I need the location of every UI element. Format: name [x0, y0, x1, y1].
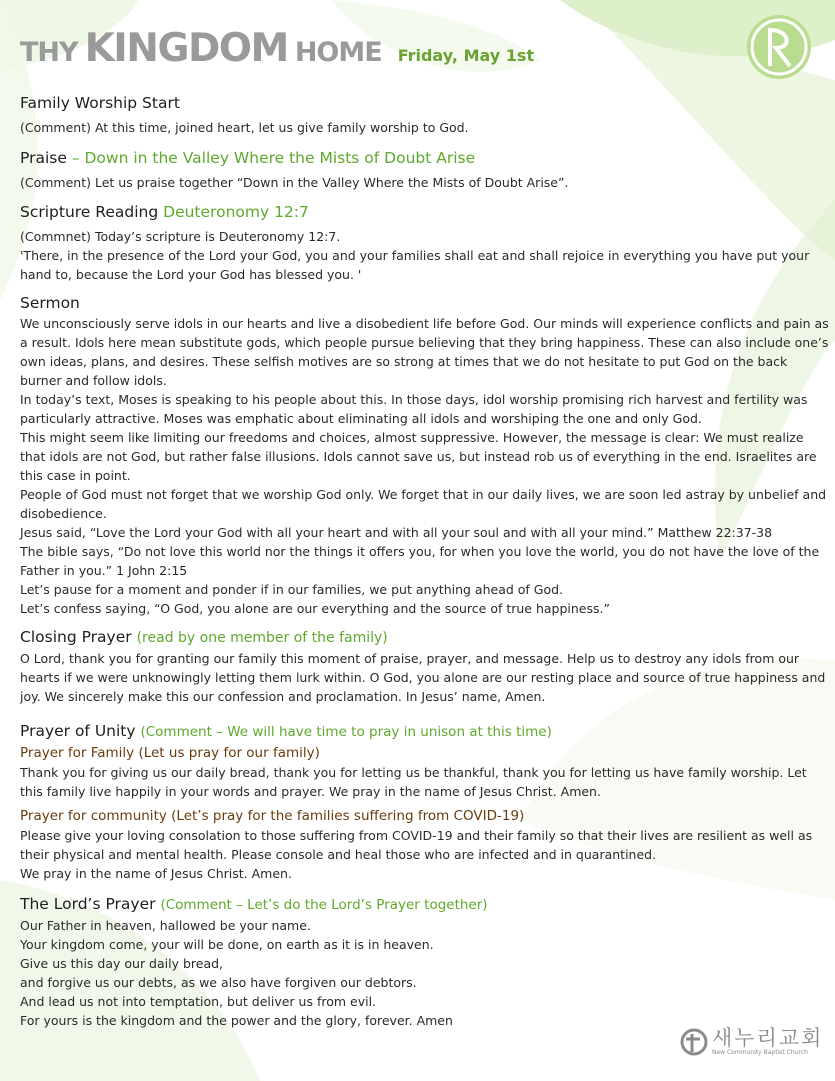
scripture-comment: (Commnet) Today’s scripture is Deuteronomy 12:7. [20, 229, 341, 244]
prayer-family-text: Thank you for giving us our daily bread, thank you for letting us be thankful, thank you for letting us have family worship. Let this family live happily in your words and prayer. We pray in the name of Jesus Christ. Amen. [20, 765, 807, 799]
prayer-family-title: Prayer for Family (Let us pray for our family) [20, 745, 320, 761]
praise-heading [20, 147, 830, 169]
sermon-paragraph: This might seem like limiting our freedoms and choices, almost suppressive. However, the message is clear: We must realize that idols are not God, but rather false illusions. Idols cannot save us, but instead rob us of everything in the end. Israelites are this case in point. [20, 430, 817, 483]
sermon-paragraph: Let’s pause for a moment and ponder if in our families, we put anything ahead of God. [20, 582, 564, 597]
worship-date: Friday, May 1st [397, 46, 535, 65]
prayer-community-title: Prayer for community (Let’s pray for the families suffering from COVID-19) [20, 808, 525, 824]
lords-prayer-line: Give us this day our daily bread, [20, 956, 224, 971]
lords-prayer-note: (Comment – Let’s do the Lord’s Prayer together) [160, 897, 488, 913]
prayer-community-text: Please give your loving consolation to those suffering from COVID-19 and their family so that their lives are resilient as well as their physical and mental health. Please console and heal those who are infected and in quarantined. [20, 828, 813, 862]
scripture-verse: 'There, in the presence of the Lord your God, you and your families shall eat and shall rejoice in everything you have put your hand to, because the Lord your God has blessed you. ' [20, 248, 810, 282]
lords-prayer-line: And lead us not into temptation, but deliver us from evil. [20, 994, 377, 1009]
sermon-paragraph: Let’s confess saying, “O God, you alone are our everything and the source of true happiness.” [20, 601, 610, 616]
prayer-unity-heading [20, 720, 830, 743]
prayer-unity-label: Prayer of Unity [20, 722, 136, 740]
closing-prayer-label: Closing Prayer [20, 628, 132, 646]
praise-song-title: Down in the Valley Where the Mists of Doubt Arise [84, 149, 476, 167]
church-name-english: New Community Baptist Church [712, 1049, 808, 1056]
scripture-label: Scripture Reading [20, 203, 159, 221]
prayer-community-close: We pray in the name of Jesus Christ. Amen. [20, 866, 292, 881]
closing-prayer-note: (read by one member of the family) [136, 630, 388, 646]
sermon-heading: Sermon [20, 294, 80, 312]
prayer-unity-note: (Comment – We will have time to pray in unison at this time) [140, 724, 552, 740]
worship-start-heading: Family Worship Start [20, 94, 180, 112]
church-logo [680, 1027, 823, 1057]
scripture-heading [20, 201, 830, 223]
sermon-paragraph: Jesus said, “Love the Lord your God with all your heart and with all your soul and with all your mind.” Matthew 22:37-38 [20, 525, 773, 540]
thy-kingdom-logo [740, 8, 818, 86]
worship-start-comment: (Comment) At this time, joined heart, let us give family worship to God. [20, 120, 469, 135]
lords-prayer-label: The Lord’s Prayer [20, 895, 156, 913]
sermon-paragraph: The bible says, “Do not love this world nor the things it offers you, for when you love the world, you do not have the love of the Father in you.” 1 John 2:15 [20, 544, 820, 578]
lords-prayer-line: Your kingdom come, your will be done, on earth as it is in heaven. [20, 937, 434, 952]
scripture-reference: Deuteronomy 12:7 [163, 203, 309, 221]
title-home: HOME [294, 37, 382, 68]
sermon-paragraph: In today’s text, Moses is speaking to his people about this. In those days, idol worship promising rich harvest and fertility was particularly attractive. Moses was emphatic about eliminating all idols and worshiping the one and only God. [20, 392, 808, 426]
title-thy: THY [20, 37, 78, 68]
praise-comment: (Comment) Let us praise together “Down in the Valley Where the Mists of Doubt Arise”. [20, 175, 569, 190]
title-kingdom: KINGDOM [84, 26, 288, 71]
sermon-paragraph: We unconsciously serve idols in our hearts and live a disobedient life before God. Our minds will experience conflicts and pain as a result. Idols here mean substitute gods, which people pursue believing that they bring happiness. These can also include one’s own ideas, plans, and desires. These selfish motives are so strong at times that we do not hesitate to put God on the back burner and follow idols. [20, 316, 829, 388]
closing-prayer-heading [20, 626, 830, 649]
praise-label: Praise [20, 149, 67, 167]
sermon-paragraph: People of God must not forget that we worship God only. We forget that in our daily lives, we are soon led astray by unbelief and disobedience. [20, 487, 827, 521]
lords-prayer-line: For yours is the kingdom and the power and the glory, forever. Amen [20, 1013, 453, 1028]
lords-prayer-line: and forgive us our debts, as we also have forgiven our debtors. [20, 975, 417, 990]
praise-dash: – [71, 149, 80, 167]
page-header [20, 26, 534, 71]
lords-prayer-line: Our Father in heaven, hallowed be your name. [20, 918, 311, 933]
church-mark-icon [680, 1028, 708, 1056]
church-name-korean: 새누리교회 [712, 1026, 824, 1050]
closing-prayer-text: O Lord, thank you for granting our family this moment of praise, prayer, and message. Help us to destroy any idols from our hearts if we were unknowingly letting them lurk within. O God, you alone are our resting place and source of true happiness and joy. We sincerely make this our confession and proclamation. In Jesus’ name, Amen. [20, 651, 826, 704]
lords-prayer-heading [20, 893, 830, 916]
